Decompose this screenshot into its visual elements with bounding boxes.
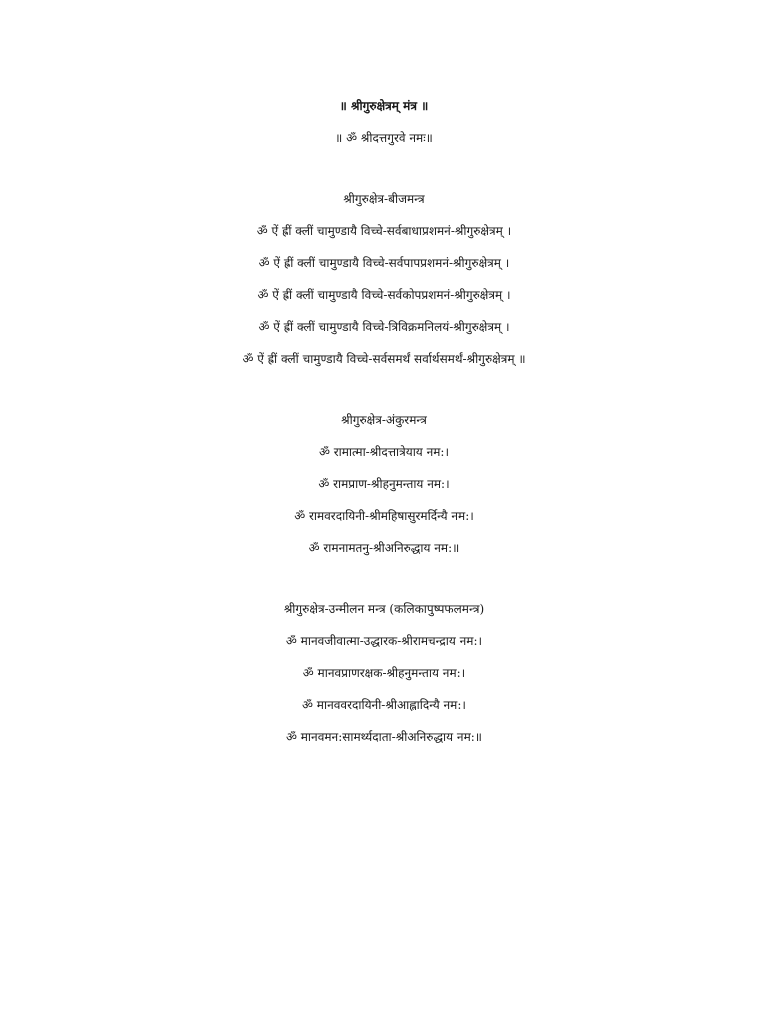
ankur-mantra-heading: श्रीगुरुक्षेत्र-अंकुरमन्त्र — [341, 413, 427, 427]
ankur-mantra-line: ॐ रामनामतनु-श्रीअनिरुद्धाय नम:॥ — [308, 541, 460, 555]
ankur-mantra-line: ॐ रामात्मा-श्रीदत्तात्रेयाय नम:। — [318, 445, 450, 459]
bija-mantra-heading: श्रीगुरुक्षेत्र-बीजमन्त्र — [343, 192, 425, 206]
bija-mantra-line: ॐ ऐं ह्रीं क्लीं चामुण्डायै विच्चे-त्रिविक्रमनिलयं-श्रीगुरुक्षेत्रम् । — [258, 320, 510, 334]
unmilan-mantra-line: ॐ मानवजीवात्मा-उद्धारक-श्रीरामचन्द्राय नम:। — [285, 634, 483, 648]
bija-mantra-line: ॐ ऐं ह्रीं क्लीं चामुण्डायै विच्चे-सर्वबाधाप्रशमनं-श्रीगुरुक्षेत्रम् । — [256, 224, 512, 238]
unmilan-mantra-heading: श्रीगुरुक्षेत्र-उन्मीलन मन्त्र (कलिकापुष्पफलमन्त्र) — [283, 602, 485, 616]
bija-mantra-line: ॐ ऐं ह्रीं क्लीं चामुण्डायै विच्चे-सर्वकोपप्रशमनं-श्रीगुरुक्षेत्रम् । — [257, 288, 511, 302]
ankur-mantra-line: ॐ रामप्राण-श्रीहनुमन्ताय नम:। — [318, 477, 450, 491]
unmilan-mantra-line: ॐ मानववरदायिनी-श्रीआह्लादिन्यै नम:। — [302, 698, 466, 712]
bija-mantra-line: ॐ ऐं ह्रीं क्लीं चामुण्डायै विच्चे-सर्वपापप्रशमनं-श्रीगुरुक्षेत्रम् । — [258, 256, 510, 270]
document-title: ॥ श्रीगुरुक्षेत्रम् मंत्र ॥ — [339, 99, 429, 113]
invocation-line: ॥ ॐ श्रीदत्तगुरवे नमः॥ — [335, 131, 433, 145]
unmilan-mantra-line: ॐ मानवमन:सामर्थ्यदाता-श्रीअनिरुद्धाय नम:॥ — [286, 730, 482, 744]
bija-mantra-line: ॐ ऐं ह्रीं क्लीं चामुण्डायै विच्चे-सर्वसमर्थं सर्वार्थसमर्थं-श्रीगुरुक्षेत्रम् ॥ — [242, 352, 526, 366]
ankur-mantra-line: ॐ रामवरदायिनी-श्रीमहिषासुरमर्दिन्यै नम:। — [294, 509, 474, 523]
unmilan-mantra-line: ॐ मानवप्राणरक्षक-श्रीहनुमन्ताय नम:। — [302, 666, 466, 680]
